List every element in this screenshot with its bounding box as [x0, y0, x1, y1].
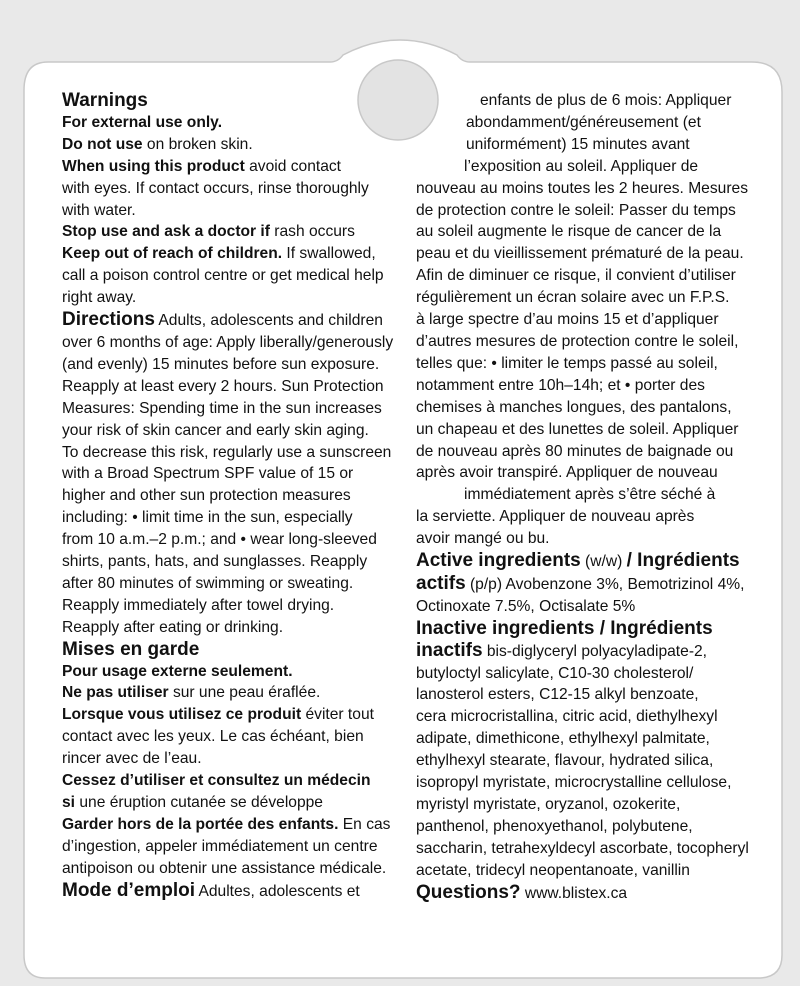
inactive-ingredients-line: isopropyl myristate, microcrystalline cellulose,: [416, 774, 732, 792]
when-using-line: When using this product avoid contact: [62, 157, 342, 175]
mode-emploi-line: d’autres mesures de protection contre le soleil,: [416, 332, 739, 350]
inactive-ingredients-line: lanosterol esters, C12-15 alkyl benzoate,: [416, 686, 699, 704]
directions-line: from 10 a.m.–2 p.m.; and • wear long-sleeved: [62, 531, 377, 549]
warnings-heading: Warnings: [62, 90, 148, 111]
contact-line: contact avec les yeux. Le cas échéant, bien: [62, 728, 364, 746]
mode-emploi-line: Afin de diminuer ce risque, il convient d’utiliser: [416, 267, 736, 285]
directions-line: Directions Adults, adolescents and children: [62, 309, 383, 331]
inactive-ingredients-line: cera microcristallina, citric acid, diethylhexyl: [416, 708, 718, 726]
directions-heading: Directions: [62, 309, 155, 331]
inactive-ingredients-line: acetate, tridecyl neopentanoate, vanillin: [416, 861, 690, 879]
mode-emploi-line: uniformément) 15 minutes avant: [466, 135, 690, 153]
inactive-ingredients-line: myristyl myristate, oryzanol, ozokerite,: [416, 796, 681, 813]
keep-out-line: Keep out of reach of children. If swallowed,: [62, 245, 376, 263]
directions-line: with a Broad Spectrum SPF value of 15 or: [62, 465, 354, 483]
cessez-line: Cessez d’utiliser et consultez un médecin: [62, 772, 371, 790]
poison-line: call a poison control centre or get medical help: [62, 267, 384, 285]
inactive-ingredients-line: ethylhexyl stearate, flavour, hydrated silica,: [416, 752, 714, 770]
directions-line: Reapply immediately after towel drying.: [62, 596, 335, 614]
inactive-ingredients-line: panthenol, phenoxyethanol, polybutene,: [416, 817, 693, 835]
directions-line: after 80 minutes of swimming or sweating.: [62, 574, 354, 592]
eyes-line: with eyes. If contact occurs, rinse thoroughly: [62, 179, 369, 197]
ingestion-line: d’ingestion, appeler immédiatement un centre: [62, 837, 378, 855]
garder-line: Garder hors de la portée des enfants. En cas: [62, 815, 391, 833]
mode-emploi-line: l’exposition au soleil. Appliquer de: [464, 157, 699, 175]
directions-line: Reapply at least every 2 hours. Sun Protection: [62, 377, 384, 395]
mode-emploi-line: abondamment/généreusement (et: [466, 113, 701, 131]
ne-pas-utiliser-line: Ne pas utiliser sur une peau éraflée.: [62, 684, 321, 702]
active-ingredients-line: Octinoxate 7.5%, Octisalate 5%: [416, 597, 636, 615]
website-url: www.blistex.ca: [520, 884, 628, 902]
mode-emploi-line: chemises à manches longues, des pantalons,: [416, 398, 732, 416]
mode-emploi-line: Mode d’emploi Adultes, adolescents et: [62, 879, 360, 901]
broken-skin-line: Do not use on broken skin.: [62, 135, 253, 153]
directions-line: (and evenly) 15 minutes before sun exposure.: [62, 355, 380, 373]
mode-emploi-line: après avoir transpiré. Appliquer de nouveau: [416, 464, 718, 482]
directions-line: your risk of skin cancer and early skin aging.: [62, 421, 369, 439]
active-ingredients-heading: Active ingredients: [416, 550, 581, 572]
mode-emploi-line: au soleil augmente le risque de cancer de la: [416, 223, 722, 241]
mode-emploi-line: peau et du vieillissement prématuré de la peau.: [416, 245, 744, 263]
directions-line: Measures: Spending time in the sun increases: [62, 399, 382, 417]
external-use-line: For external use only.: [62, 113, 223, 131]
english-french-column: [62, 90, 400, 903]
directions-line: over 6 months of age: Apply liberally/generously: [62, 333, 394, 351]
eyes-line: with water.: [62, 201, 136, 219]
mode-emploi-line: immédiatement après s’être séché à: [464, 486, 716, 504]
inactive-ingredients-heading: Inactive ingredients / Ingrédients: [416, 617, 713, 639]
directions-line: To decrease this risk, regularly use a sunscreen: [62, 443, 392, 461]
inactive-ingredients-line: saccharin, tetrahexyldecyl ascorbate, tocopheryl: [416, 839, 749, 857]
cessez-line: si une éruption cutanée se développe: [62, 794, 323, 811]
french-ingredients-column: [416, 90, 761, 905]
directions-body: [62, 332, 400, 639]
contact-line: rincer avec de l’eau.: [62, 750, 202, 768]
mode-emploi-heading: Mode d’emploi: [62, 879, 195, 901]
mode-emploi-line: de nouveau après 80 minutes de baignade ou: [416, 442, 734, 460]
inactive-ingredients-line: butyloctyl salicylate, C10-30 cholesterol/: [416, 664, 694, 682]
directions-line: shirts, pants, hats, and sunglasses. Reapply: [62, 553, 368, 571]
mode-emploi-line: avoir mangé ou bu.: [416, 530, 550, 548]
mode-emploi-line: notamment entre 10h–14h; et • porter des: [416, 376, 705, 394]
mode-emploi-line: telles que: • limiter le temps passé au soleil,: [416, 354, 718, 372]
inactive-ingredients-line: adipate, dimethicone, ethylhexyl palmitate,: [416, 730, 710, 748]
stop-use-line: Stop use and ask a doctor if rash occurs: [62, 223, 355, 241]
active-ingredients-line: Active ingredients (w/w) / Ingrédients: [416, 550, 740, 572]
lorsque-line: Lorsque vous utilisez ce produit éviter tout: [62, 706, 374, 724]
mode-emploi-line: un chapeau et des lunettes de soleil. Appliquer: [416, 420, 739, 438]
usage-externe-line: Pour usage externe seulement.: [62, 662, 293, 680]
active-ingredients-line: actifs (p/p) Avobenzone 3%, Bemotrizinol 4%,: [416, 572, 745, 594]
mode-emploi-line: régulièrement un écran solaire avec un F.P.S.: [416, 289, 730, 307]
questions-heading: Questions?: [416, 881, 521, 903]
directions-line: Reapply after eating or drinking.: [62, 618, 284, 636]
mode-emploi-line: la serviette. Appliquer de nouveau après: [416, 508, 695, 526]
mode-emploi-line: de protection contre le soleil: Passer du temps: [416, 201, 736, 219]
ingestion-line: antipoison ou obtenir une assistance médicale.: [62, 859, 387, 877]
inactive-ingredients-list: [416, 663, 761, 882]
mises-en-garde-heading: Mises en garde: [62, 638, 200, 660]
directions-line: including: • limit time in the sun, especially: [62, 509, 353, 527]
questions-line: [416, 882, 761, 905]
mode-emploi-line: à large spectre d’au moins 15 et d’appliquer: [416, 311, 719, 329]
poison-line: right away.: [62, 289, 137, 307]
directions-line: higher and other sun protection measures: [62, 487, 351, 505]
mode-emploi-line: enfants de plus de 6 mois: Appliquer: [480, 92, 732, 109]
mode-emploi-line: nouveau au moins toutes les 2 heures. Mesures: [416, 179, 748, 197]
inactive-ingredients-line: inactifs bis-diglyceryl polyacyladipate-2,: [416, 639, 708, 661]
